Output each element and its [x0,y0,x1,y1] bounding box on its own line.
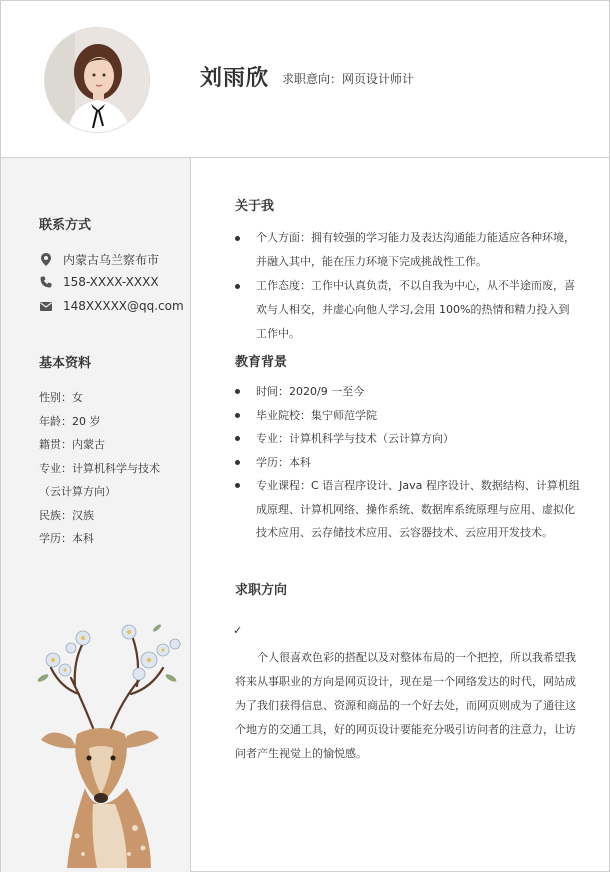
contact-phone [39,275,159,289]
edu-courses: 专业课程：C 语言程序设计、Java 程序设计、数据结构、计算机组成原理、计算机网络、操作系统、数据库系统原理与应用、虚拟化技术应用、云存储技术应用、云容器技术、云应用开发技术。 [235,474,580,545]
main-content [192,158,610,872]
basic-major: 专业：计算机科学与技术（云计算方向） [39,461,160,498]
edu-time: 时间：2020/9 一至今 [235,380,580,404]
about-list [235,226,580,346]
candidate-name: 刘雨欣 [200,66,270,91]
basic-ethnicity: 民族：汉族 [39,508,94,522]
edu-major: 专业：计算机科学与技术（云计算方向） [235,427,580,451]
location-text: 内蒙古乌兰察布市 [63,253,160,267]
intent-paragraph: 个人很喜欢色彩的搭配以及对整体布局的一个把控，所以我希望我将来从事职业的方向是网页设计，现在是一个网络发达的时代，网站成为了我们获得信息、资源和商品的一个好去处，而网页则成为了通往这个地方的交通工具，好的网页设计要能充分吸引访问者的注意力，让访问者产生视觉上的愉悦感。 [235,651,576,760]
basic-hometown: 籍贯：内蒙古 [39,438,105,451]
contact-email [39,299,184,313]
basic-degree: 学历：本科 [39,532,94,545]
check-icon: ✓ [233,624,243,637]
deer-illustration [31,598,191,868]
contact-location [39,251,159,268]
left-sidebar [1,158,191,872]
intent-section-title: 求职方向 [235,583,288,598]
phone-text: 158-XXXX-XXXX [63,275,159,289]
edu-school: 毕业院校：集宁师范学院 [235,404,580,428]
portrait-image [45,28,150,133]
edu-degree: 学历：本科 [235,451,580,475]
about-personal: 个人方面：拥有较强的学习能力及表达沟通能力能适应各种环境，并融入其中，能在压力环境下完成挑战性工作。 [235,226,580,274]
basic-section-title: 基本资料 [39,356,92,371]
phone-icon [39,275,53,289]
avatar [44,27,150,133]
contact-section-title: 联系方式 [39,218,92,233]
basic-gender: 性别：女 [39,391,83,404]
resume-header [1,1,610,158]
job-intent: 求职意向：网页设计师计 [282,72,415,86]
email-icon [39,299,53,313]
education-section-title: 教育背景 [235,355,288,370]
about-attitude: 工作态度：工作中认真负责，不以自我为中心，从不半途而废，喜欢与人相交，并虚心向他人学习,会用 100%的热情和精力投入到工作中。 [235,274,580,346]
basic-info-list [39,386,179,551]
email-text: 148XXXXX@qq.com [63,299,184,313]
about-section-title: 关于我 [235,199,275,214]
map-pin-icon [39,253,53,267]
education-list [235,380,580,545]
basic-age: 年龄：20 岁 [39,414,101,428]
